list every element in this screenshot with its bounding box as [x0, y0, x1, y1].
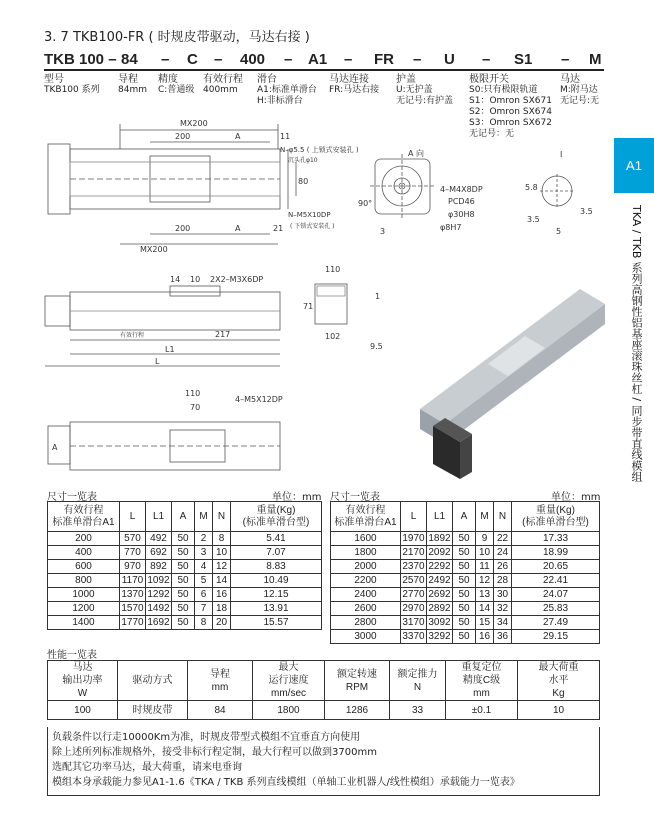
table-cell: 13.91	[231, 602, 322, 616]
code-dash: –	[561, 51, 570, 68]
note-line: 除上述所列标准规格外，接受非标行程定制，最大行程可以做到3700mm	[52, 747, 377, 758]
view-i-label: I	[560, 150, 563, 159]
code-dash: –	[482, 51, 491, 68]
table-cell: 1000	[48, 588, 120, 602]
table-cell: 770	[120, 546, 146, 560]
table-cell: 6	[195, 588, 213, 602]
table-cell: 18	[213, 602, 231, 616]
col-load: 最大荷重 水平 Kg	[518, 661, 600, 701]
table-cell: 892	[146, 560, 172, 574]
col-l1: L1	[146, 502, 172, 532]
table-cell: 12	[476, 574, 494, 588]
table-cell: 12	[213, 560, 231, 574]
note-line: 选配其它功率马达，最大荷重，请来电垂询	[52, 762, 242, 773]
table-cell: 50	[453, 560, 476, 574]
table-cell: 1292	[147, 589, 170, 600]
table-cell: 2	[195, 532, 213, 546]
table-cell: 1370	[121, 589, 144, 600]
table-row	[331, 546, 600, 560]
table-row	[331, 602, 600, 616]
dim-m3x6dp: 2X2–M3X6DP	[210, 275, 264, 284]
table-cell: 12.15	[231, 588, 322, 602]
table-cell: 11	[476, 560, 494, 574]
table-cell: 50	[172, 602, 195, 616]
dim-d30h8: φ30H8	[448, 210, 475, 219]
option-lead: 导程 84mm	[118, 74, 147, 95]
table-cell: 1692	[147, 617, 170, 628]
table-row	[48, 560, 322, 574]
table-cell: 570	[120, 532, 146, 546]
view-a-label: A 向	[408, 149, 425, 158]
table-cell: 50	[453, 574, 476, 588]
dim-1: 1	[375, 292, 381, 301]
code-dash: –	[284, 51, 293, 68]
table-cell: 20.65	[512, 560, 600, 574]
table-cell: 14	[213, 574, 231, 588]
table-cell: 17.33	[512, 532, 600, 546]
table-cell: 28	[494, 574, 512, 588]
top-view-drawing	[48, 124, 296, 244]
size-table-title-right: 尺寸一览表	[330, 492, 380, 503]
table-cell: 2970	[402, 603, 425, 614]
table-row	[48, 588, 322, 602]
col-speed: 最大 运行速度 mm/sec	[253, 661, 325, 701]
table-cell: 26	[494, 560, 512, 574]
table-cell: 14	[476, 602, 494, 616]
code-underline	[44, 69, 604, 71]
dim-110-b: 110	[185, 389, 201, 398]
option-motor-conn: 马达连接 FR:马达右接	[329, 74, 380, 95]
dim-3: 3	[380, 227, 386, 236]
table-cell: 7	[195, 602, 213, 616]
table-cell: 1892	[428, 533, 451, 544]
code-motor: M	[589, 51, 602, 68]
stroke-label: 有效行程	[120, 332, 145, 339]
table-cell: 10	[213, 546, 231, 560]
page-title: 3. 7 TKB100-FR ( 时规皮带驱动，马达右接 )	[44, 30, 310, 45]
dim-21: 21	[273, 224, 284, 233]
table-cell: 2400	[331, 588, 401, 602]
table-cell: 30	[494, 588, 512, 602]
table-cell: 24	[494, 546, 512, 560]
table-row	[48, 532, 322, 546]
col-weight: 重量(Kg) (标准单滑台型)	[231, 502, 322, 532]
table-row	[331, 588, 600, 602]
hole-top-note: N–φ5.5 ( 上锁式安装孔 )	[280, 146, 359, 154]
code-accuracy: C	[187, 51, 198, 68]
end-view-a-drawing	[370, 154, 435, 219]
table-cell: 200	[48, 532, 120, 546]
table-cell: 10	[476, 546, 494, 560]
table-cell: 970	[120, 560, 146, 574]
option-limit-switch: 极限开关 S0:只有极限轨道 S1：Omron SX671 S2：Omron SX674 S3：Omron SX672 无记号：无	[469, 74, 552, 139]
table-cell: 50	[453, 546, 476, 560]
dim-102: 102	[325, 332, 341, 341]
table-row	[48, 546, 322, 560]
dim-a-arrow: A	[52, 443, 58, 452]
table-cell: 400	[48, 546, 120, 560]
hole-top-note2: 沉头孔φ10	[288, 157, 318, 164]
table-cell: 2892	[428, 603, 451, 614]
table-cell: 2170	[402, 547, 425, 558]
table-cell: 5	[195, 574, 213, 588]
section-vertical-title: TKA / TKB 系列高钢性铝基座滚珠丝杠 / 同步带直线模组	[630, 205, 643, 482]
col-drive: 驱动方式	[118, 661, 188, 701]
code-dash: –	[344, 51, 353, 68]
table-cell: 9	[476, 532, 494, 546]
table-cell: 10.49	[231, 574, 322, 588]
dim-m5x12dp: 4–M5X12DP	[235, 395, 283, 404]
code-dash: –	[413, 51, 422, 68]
shaft-detail-drawing	[540, 174, 574, 208]
side-view-drawing	[45, 286, 280, 366]
table-cell: 2800	[331, 616, 401, 630]
table-cell: 1200	[48, 602, 120, 616]
table-cell: 7.07	[231, 546, 322, 560]
dim-14: 14	[170, 275, 181, 284]
table-cell: 50	[172, 560, 195, 574]
table-cell: 2292	[428, 561, 451, 572]
table-cell: 1800	[331, 546, 401, 560]
product-3d-image	[420, 289, 605, 479]
table-row	[48, 602, 322, 616]
dim-pcd46: PCD46	[448, 197, 475, 206]
code-slide: A1	[308, 51, 328, 68]
size-table-left	[47, 501, 322, 630]
table-cell: 50	[453, 532, 476, 546]
table-cell: 3000	[331, 630, 401, 644]
table-cell: 1492	[147, 603, 170, 614]
table-cell: 27.49	[512, 616, 600, 630]
table-cell: 2492	[428, 575, 451, 586]
option-slide: 滑台 A1:标准单滑台 H:非标滑台	[257, 74, 317, 106]
dim-200b: 200	[175, 224, 191, 233]
table-cell: 50	[453, 602, 476, 616]
col-l: L	[120, 502, 146, 532]
table-cell: 32	[494, 602, 512, 616]
table-cell: 25.83	[512, 602, 600, 616]
table-cell: 13	[476, 588, 494, 602]
dim-mx200-bot: MX200	[140, 245, 168, 254]
table-cell: 2600	[331, 602, 401, 616]
hole-bot-note2: ( 下锁式安装孔 )	[290, 223, 335, 230]
code-dash: –	[214, 51, 223, 68]
dim-m4x8dp: 4–M4X8DP	[440, 185, 483, 194]
col-l1: L1	[427, 502, 453, 532]
col-n: N	[494, 502, 512, 532]
unit-label-left: 单位：mm	[272, 492, 322, 503]
table-cell: 24.07	[512, 588, 600, 602]
col-power: 马达 输出功率 W	[48, 661, 118, 701]
table-cell: 692	[146, 546, 172, 560]
table-cell: 16	[213, 588, 231, 602]
table-cell: 8	[213, 532, 231, 546]
table-cell: 600	[48, 560, 120, 574]
table-cell: 3370	[402, 631, 425, 642]
col-m: M	[476, 502, 494, 532]
table-cell: 18.99	[512, 546, 600, 560]
size-table-right	[330, 501, 600, 644]
table-cell: 36	[494, 630, 512, 644]
table-row	[48, 616, 322, 630]
col-a: A	[453, 502, 476, 532]
table-cell: 1400	[48, 616, 120, 630]
option-accuracy: 精度 C:普通级	[158, 74, 195, 95]
model-code	[44, 51, 604, 71]
dim-80: 80	[298, 177, 309, 186]
bottom-view-drawing	[48, 422, 280, 470]
table-cell: 50	[172, 616, 195, 630]
table-cell: 5.41	[231, 532, 322, 546]
table-cell: 22	[494, 532, 512, 546]
table-cell: 2770	[402, 589, 425, 600]
table-cell: 1170	[120, 574, 146, 588]
table-cell: 4	[195, 560, 213, 574]
table-cell: 1570	[121, 603, 144, 614]
table-cell: 50	[172, 574, 195, 588]
dim-mx200-top: MX200	[180, 119, 208, 128]
dim-l1: L1	[165, 345, 175, 354]
dim-71: 71	[303, 302, 314, 311]
code-motor-conn: FR	[374, 51, 394, 68]
table-cell: 16	[476, 630, 494, 644]
table-cell: 8	[195, 616, 213, 630]
size-table-title: 尺寸一览表	[47, 492, 97, 503]
table-cell: 1770	[121, 617, 144, 628]
dim-11: 11	[280, 132, 291, 141]
dim-3-5-right: 3.5	[580, 207, 593, 216]
dim-200: 200	[175, 132, 191, 141]
col-thrust: 额定推力 N	[390, 661, 446, 701]
table-cell: 3292	[428, 631, 451, 642]
table-row	[48, 574, 322, 588]
col-n: N	[213, 502, 231, 532]
table-cell: 8.83	[231, 560, 322, 574]
dim-3-5-left: 3.5	[527, 215, 540, 224]
dim-d8h7: φ8H7	[440, 223, 462, 232]
hole-bot-note: N–M5X10DP	[288, 211, 331, 219]
note-line: 负载条件以行走10000Km为准，时规皮带型式模组不宜垂直方向使用	[52, 732, 361, 743]
table-cell: 1600	[331, 532, 401, 546]
col-lead: 导程 mm	[188, 661, 253, 701]
table-cell: 50	[453, 630, 476, 644]
dim-217: 217	[215, 330, 231, 339]
col-stroke: 有效行程 标准单滑台A1	[48, 502, 120, 532]
table-cell: 3170	[402, 617, 425, 628]
table-row	[331, 560, 600, 574]
table-row: 100 时规皮带 84 1800 1286 33 ±0.1 10	[48, 701, 600, 720]
table-cell: 3	[195, 546, 213, 560]
dim-5: 5	[556, 227, 562, 236]
table-cell: 50	[453, 616, 476, 630]
dim-a2: A	[235, 224, 241, 233]
col-accuracy: 重复定位 精度C级 mm	[446, 661, 518, 701]
table-cell: 20	[213, 616, 231, 630]
table-cell: 15	[476, 616, 494, 630]
unit-label-right: 单位：mm	[551, 492, 601, 503]
table-cell: 34	[494, 616, 512, 630]
col-rpm: 额定转速 RPM	[325, 661, 390, 701]
code-limit: S1	[514, 51, 533, 68]
table-cell: 1092	[147, 575, 170, 586]
notes-box	[47, 727, 600, 796]
table-row	[331, 630, 600, 644]
code-cover: U	[444, 51, 455, 68]
col-a: A	[172, 502, 195, 532]
table-cell: 2092	[428, 547, 451, 558]
table-cell: 29.15	[512, 630, 600, 644]
table-cell: 800	[48, 574, 120, 588]
table-cell: 2570	[402, 575, 425, 586]
table-row	[331, 532, 600, 546]
table-cell: 1970	[402, 533, 425, 544]
dim-9-5: 9.5	[370, 342, 383, 351]
performance-table	[47, 660, 600, 720]
dim-l: L	[155, 357, 160, 366]
dim-10: 10	[190, 275, 201, 284]
perf-table-title: 性能一览表	[47, 650, 97, 661]
note-line: 模组本身承载能力参见A1-1.6《TKA / TKB 系列直线模组（单轴工业机器人/线性模组）承载能力一览表》	[52, 777, 520, 788]
table-cell: 50	[172, 546, 195, 560]
col-m: M	[195, 502, 213, 532]
option-cover: 护盖 U:无护盖 无记号:有护盖	[396, 74, 454, 106]
table-cell: 2000	[331, 560, 401, 574]
table-cell: 50	[453, 588, 476, 602]
table-row	[331, 616, 600, 630]
section-tab[interactable]: A1	[614, 138, 654, 193]
technical-drawings	[40, 104, 610, 484]
option-model: 型号 TKB100 系列	[44, 74, 100, 95]
table-cell: 22.41	[512, 574, 600, 588]
table-row	[331, 574, 600, 588]
code-stroke: 400	[240, 51, 266, 68]
code-lead: 84	[121, 51, 138, 68]
dim-5-8: 5.8	[525, 183, 538, 192]
col-l: L	[401, 502, 427, 532]
code-dash: –	[161, 51, 170, 68]
cross-section-drawing	[315, 284, 347, 324]
table-cell: 15.57	[231, 616, 322, 630]
table-cell: 492	[146, 532, 172, 546]
dim-a: A	[235, 132, 241, 141]
option-motor: 马达 M:附马达 无记号:无	[560, 74, 600, 106]
table-cell: 50	[172, 532, 195, 546]
dim-90deg: 90°	[358, 199, 373, 208]
code-series: TKB 100 –	[44, 51, 117, 68]
dim-110-a: 110	[325, 265, 341, 274]
dim-70: 70	[190, 403, 201, 412]
col-stroke: 有效行程 标准单滑台A1	[331, 502, 401, 532]
table-cell: 50	[172, 588, 195, 602]
table-cell: 2370	[402, 561, 425, 572]
table-cell: 3092	[428, 617, 451, 628]
table-cell: 2692	[428, 589, 451, 600]
table-cell: 2200	[331, 574, 401, 588]
col-weight: 重量(Kg) (标准单滑台型)	[512, 502, 600, 532]
option-stroke: 有效行程 400mm	[203, 74, 243, 95]
